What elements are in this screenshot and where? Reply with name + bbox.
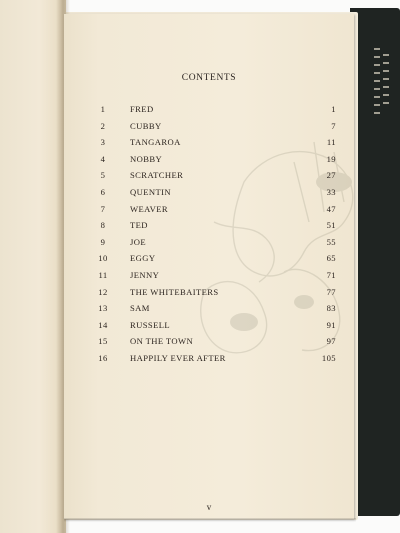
toc-entry xyxy=(64,104,354,118)
chapter-number: 11 xyxy=(98,270,108,280)
chapter-page: 65 xyxy=(326,253,336,264)
chapter-page: 47 xyxy=(326,203,336,214)
chapter-title: TANGAROA xyxy=(130,137,181,148)
chapter-number: 10 xyxy=(98,253,108,264)
chapter-title: TED xyxy=(130,220,148,231)
chapter-page: 19 xyxy=(326,153,336,164)
chapter-title: JOE xyxy=(130,236,146,247)
chapter-page: 97 xyxy=(326,336,336,347)
table-of-contents xyxy=(64,14,354,519)
chapter-page: 105 xyxy=(321,353,336,363)
chapter-number: 1 xyxy=(100,104,106,114)
toc-entry xyxy=(64,170,354,184)
chapter-page: 33 xyxy=(326,187,336,197)
chapter-title: WEAVER xyxy=(130,203,169,214)
chapter-number: 5 xyxy=(100,170,106,181)
toc-entry xyxy=(64,320,354,334)
chapter-page: 77 xyxy=(326,286,336,297)
toc-entry xyxy=(64,353,354,367)
toc-entry xyxy=(64,287,354,301)
chapter-number: 3 xyxy=(100,137,106,148)
chapter-page: 91 xyxy=(326,319,336,330)
toc-entry xyxy=(64,137,354,151)
toc-entry xyxy=(64,270,354,284)
toc-entry xyxy=(64,121,354,135)
chapter-title: THE WHITEBAITERS xyxy=(130,286,219,297)
chapter-title: FRED xyxy=(130,104,154,114)
chapter-title: QUENTIN xyxy=(130,187,171,197)
chapter-page: 55 xyxy=(326,236,336,247)
chapter-number: 16 xyxy=(98,353,108,363)
chapter-number: 4 xyxy=(100,153,106,164)
toc-entry xyxy=(64,253,354,267)
toc-entry xyxy=(64,154,354,168)
page-number: v xyxy=(206,502,212,512)
cover-edge-marks xyxy=(383,54,389,104)
chapter-number: 7 xyxy=(100,203,106,214)
chapter-page: 83 xyxy=(326,303,336,314)
chapter-title: SAM xyxy=(130,303,150,314)
chapter-title: SCRATCHER xyxy=(130,170,184,181)
chapter-title: EGGY xyxy=(130,253,156,264)
chapter-title: ON THE TOWN xyxy=(130,336,194,347)
chapter-number: 9 xyxy=(100,236,106,247)
chapter-number: 13 xyxy=(98,303,108,314)
chapter-title: HAPPILY EVER AFTER xyxy=(130,353,226,363)
chapter-title: RUSSELL xyxy=(130,319,171,330)
chapter-page: 7 xyxy=(331,120,336,131)
chapter-page: 1 xyxy=(331,104,336,114)
chapter-number: 12 xyxy=(98,286,108,297)
chapter-title: CUBBY xyxy=(130,120,162,131)
chapter-number: 14 xyxy=(98,319,108,330)
chapter-page: 11 xyxy=(326,137,336,148)
chapter-number: 2 xyxy=(100,120,106,131)
chapter-number: 8 xyxy=(100,220,106,231)
chapter-page: 71 xyxy=(326,270,336,280)
toc-entry xyxy=(64,204,354,218)
chapter-page: 27 xyxy=(326,170,336,181)
chapter-page: 51 xyxy=(326,220,336,231)
chapter-title: NOBBY xyxy=(130,153,163,164)
toc-entry xyxy=(64,187,354,201)
cover-edge-marks xyxy=(374,48,380,118)
toc-entry xyxy=(64,220,354,234)
contents-page xyxy=(64,14,354,519)
chapter-number: 15 xyxy=(98,336,108,347)
page-shadow xyxy=(64,518,356,522)
page-title: CONTENTS xyxy=(181,73,237,83)
chapter-number: 6 xyxy=(100,187,106,197)
toc-entry xyxy=(64,237,354,251)
toc-entry xyxy=(64,336,354,350)
chapter-title: JENNY xyxy=(130,270,160,280)
toc-entry xyxy=(64,303,354,317)
